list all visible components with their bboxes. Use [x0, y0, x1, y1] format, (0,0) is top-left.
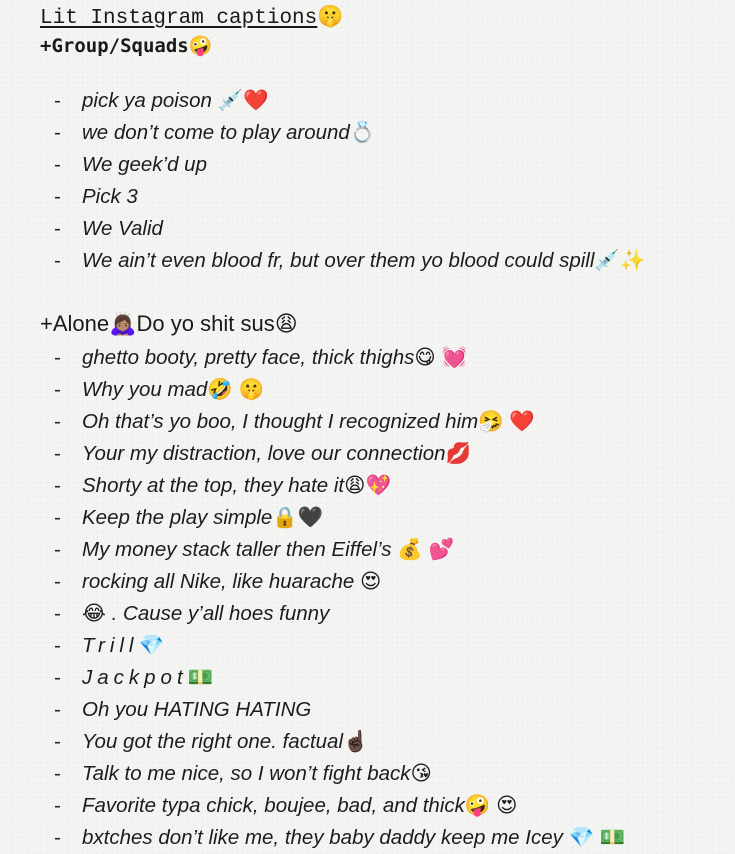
- item-emoji: 💎 💵: [568, 826, 626, 849]
- alone-caption-item-content: [82, 566, 381, 598]
- bullet-dash: -: [54, 506, 61, 529]
- bullet-dash: -: [54, 153, 61, 176]
- alone-caption-item-text: . Cause y’all hoes funny: [105, 602, 330, 625]
- alone-caption-item-text: Why you mad: [82, 378, 208, 401]
- group-caption-item-text: We ain’t even blood fr, but over them yo blood could spill: [82, 249, 595, 272]
- item-emoji: 💎: [138, 634, 165, 657]
- group-caption-item-text: We geek’d up: [82, 153, 207, 176]
- bullet-dash: -: [54, 698, 61, 721]
- bullet-dash: -: [54, 346, 61, 369]
- alone-caption-item-text: Jackpot: [82, 666, 188, 689]
- alone-caption-item-text: Keep the play simple: [82, 506, 273, 529]
- alone-caption-item-text: You got the right one. factual: [82, 730, 343, 753]
- alone-caption-item-content: [82, 502, 323, 534]
- group-caption-item: [0, 149, 735, 181]
- group-caption-item: [0, 213, 735, 245]
- item-emoji: 😋 💓: [414, 346, 467, 369]
- weary-face-emoji: 😩: [274, 311, 298, 336]
- bullet-dash: -: [54, 378, 61, 401]
- alone-caption-item-text: Favorite typa chick, boujee, bad, and thick: [82, 794, 465, 817]
- alone-caption-item: [0, 470, 735, 502]
- alone-caption-item-text: Trill: [82, 634, 139, 657]
- bowing-woman-emoji: 🙇🏽‍♀️: [109, 311, 137, 336]
- bullet-dash: -: [54, 89, 61, 112]
- alone-caption-item: [0, 534, 735, 566]
- alone-caption-item-text: rocking all Nike, like huarache: [82, 570, 361, 593]
- alone-caption-list: [0, 342, 735, 854]
- group-heading-text: +Group/Squads: [40, 35, 189, 57]
- alone-section-heading: [40, 310, 298, 338]
- alone-caption-item-text: ghetto booty, pretty face, thick thighs: [82, 346, 415, 369]
- group-caption-item-content: [82, 85, 269, 117]
- group-caption-item-content: [82, 245, 645, 277]
- alone-caption-item-text: Your my distraction, love our connection: [82, 442, 446, 465]
- bullet-dash: -: [54, 762, 61, 785]
- item-emoji: 😩💖: [344, 474, 392, 497]
- alone-caption-item-content: [82, 790, 517, 822]
- group-caption-item-content: [82, 213, 163, 245]
- group-caption-item-text: pick ya poison: [82, 89, 218, 112]
- alone-caption-item-content: [82, 374, 264, 406]
- alone-caption-item: [0, 342, 735, 374]
- alone-caption-item-text: bxtches don’t like me, they baby daddy keep me Icey: [82, 826, 569, 849]
- alone-caption-item-content: [82, 662, 213, 694]
- alone-caption-item-content: [82, 758, 432, 790]
- group-caption-item: [0, 85, 735, 117]
- bullet-dash: -: [54, 666, 61, 689]
- alone-heading-prefix: +Alone: [40, 311, 110, 336]
- zany-face-emoji: 🤪: [188, 35, 213, 57]
- alone-caption-item: [0, 598, 735, 630]
- alone-caption-item-content: [82, 470, 391, 502]
- alone-caption-item: [0, 822, 735, 854]
- group-caption-item-content: [82, 117, 375, 149]
- group-caption-item-content: [82, 181, 138, 213]
- alone-caption-item: [0, 630, 735, 662]
- bullet-dash: -: [54, 634, 61, 657]
- group-caption-item: [0, 117, 735, 149]
- item-emoji: 💍: [349, 121, 376, 144]
- alone-caption-item-text: Talk to me nice, so I won’t fight back: [82, 762, 411, 785]
- group-caption-item-text: Pick 3: [82, 185, 138, 208]
- bullet-dash: -: [54, 826, 61, 849]
- alone-caption-item: [0, 758, 735, 790]
- page-title-text: Lit Instagram captions: [40, 7, 318, 30]
- item-emoji: 💵: [187, 666, 214, 689]
- item-emoji: 😘: [410, 762, 432, 785]
- bullet-dash: -: [54, 730, 61, 753]
- group-caption-item: [0, 245, 735, 277]
- alone-heading-suffix: Do yo shit sus: [136, 311, 275, 336]
- item-emoji: 🤧 ❤️: [478, 410, 535, 433]
- alone-caption-item: [0, 502, 735, 534]
- group-caption-item: [0, 181, 735, 213]
- group-section-heading: [40, 33, 212, 59]
- alone-caption-item: [0, 790, 735, 822]
- item-emoji: 💉❤️: [217, 89, 269, 112]
- alone-caption-item-content: [82, 406, 535, 438]
- item-emoji: 💉✨: [594, 249, 646, 272]
- alone-caption-item: [0, 726, 735, 758]
- alone-caption-item: [0, 438, 735, 470]
- alone-caption-item-content: [82, 438, 471, 470]
- alone-caption-item-text: My money stack taller then Eiffel’s: [82, 538, 398, 561]
- bullet-dash: -: [54, 538, 61, 561]
- alone-caption-item-text: Oh you HATING HATING: [82, 698, 312, 721]
- bullet-dash: -: [54, 442, 61, 465]
- alone-caption-item: [0, 374, 735, 406]
- bullet-dash: -: [54, 185, 61, 208]
- alone-caption-item-content: [82, 694, 311, 726]
- item-prefix-emoji: 😂: [82, 602, 106, 625]
- group-caption-item-content: [82, 149, 207, 181]
- item-emoji: 😍: [360, 570, 382, 593]
- group-caption-item-text: we don’t come to play around: [82, 121, 350, 144]
- shushing-face-emoji: 🤫: [317, 7, 344, 30]
- bullet-dash: -: [54, 217, 61, 240]
- bullet-dash: -: [54, 570, 61, 593]
- group-caption-list: [0, 85, 735, 277]
- alone-caption-item-text: Oh that’s yo boo, I thought I recognized him: [82, 410, 479, 433]
- alone-caption-item-content: [82, 822, 625, 854]
- bullet-dash: -: [54, 121, 61, 144]
- alone-caption-item-content: [82, 726, 369, 758]
- item-emoji: 💰 💕: [397, 538, 454, 561]
- item-emoji: 💋: [445, 442, 472, 465]
- alone-caption-item-content: [82, 534, 454, 566]
- bullet-dash: -: [54, 602, 61, 625]
- group-caption-item-text: We Valid: [82, 217, 163, 240]
- item-emoji: 🤣 🤫: [207, 378, 265, 401]
- bullet-dash: -: [54, 474, 61, 497]
- alone-caption-item-content: [82, 342, 467, 374]
- item-emoji: 🔒🖤: [272, 506, 324, 529]
- alone-caption-item-content: [82, 598, 329, 630]
- alone-caption-item: [0, 694, 735, 726]
- alone-caption-item-text: Shorty at the top, they hate it: [82, 474, 345, 497]
- item-emoji: 🤪 😍: [464, 794, 518, 817]
- bullet-dash: -: [54, 249, 61, 272]
- alone-caption-item: [0, 662, 735, 694]
- alone-caption-item: [0, 566, 735, 598]
- alone-caption-item-content: [82, 630, 164, 662]
- bullet-dash: -: [54, 410, 61, 433]
- page-title: [40, 6, 343, 32]
- item-emoji: ☝🏿: [343, 730, 369, 753]
- alone-caption-item: [0, 406, 735, 438]
- bullet-dash: -: [54, 794, 61, 817]
